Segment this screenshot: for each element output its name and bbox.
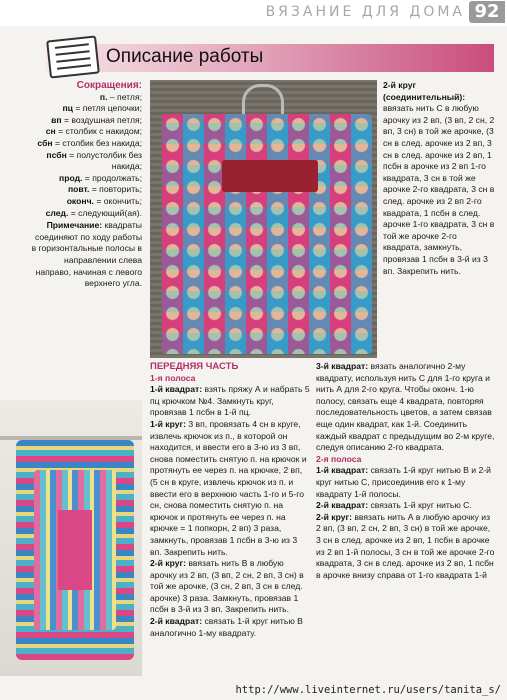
abbr-item: вп = воздушная петля;	[51, 114, 142, 125]
abbr-item: п. – петля;	[99, 91, 142, 102]
page-number: 92	[469, 1, 505, 23]
right-bottom-column	[316, 361, 496, 581]
abbr-note: Примечание: квадраты соединяют по ходу работы в горизонтальные полосы в направлении слева направо, начиная с левого верхнего угла.	[31, 220, 142, 289]
abbr-item: сн = столбик с накидом;	[45, 126, 142, 137]
abbreviations-heading: Сокращения:	[76, 80, 142, 91]
strip2-square-1-text: 1-й квадрат: связать 1-й круг нитью В и 2-й круг нитью С, присоединив его к 1-му квадрату 1-й полосы.	[316, 465, 491, 499]
bag-opening	[222, 160, 318, 192]
bag-photo-back	[0, 400, 142, 676]
abbr-item: сбн = столбик без накида;	[37, 137, 142, 148]
square-1-text: 1-й квадрат: взять пряжу А и набрать 5 пц крючком №4. Замкнуть круг, провязав 1 псбн в 1-й пц.	[150, 384, 310, 418]
abbr-item: оконч. = окончить;	[66, 195, 142, 206]
front-part-heading: ПЕРЕДНЯЯ ЧАСТЬ	[150, 361, 239, 372]
front-part-column	[150, 361, 310, 639]
strip2-round-2-text: 2-й круг: ввязать нить А в любую арочку из 2 вп, (3 вп, 2 сн, 2 вп, 3 сн) в той же арочке, 3 сн в след. арочке из 2 вп, 1 псбн в арочке из 2 вп 1-й полосы, 3 сн в той же арочке 2-го квадрата, 3 сн в след. арочке из 2 вп, 1 псбн в арочке внизу справа от 1-го квадрата 1-й	[316, 511, 495, 580]
bag-photo-front	[150, 80, 377, 358]
round-2-text: 2-й круг: ввязать нить В в любую арочку из 2 вп, (3 вп, 2 сн, 2 вп, 3 сн) в той же арочке, (3 сн, 2 вп, 3 сн в след. арочке) 3 раза. Замкнуть, провязав 1 псбн в 3-й из 3 вп. Закрепить нить.	[150, 558, 304, 615]
abbr-item: пц = петля цепочки;	[62, 103, 142, 114]
source-url: http://www.liveinternet.ru/users/tanita_s/	[235, 684, 501, 696]
square-2-text: 2-й квадрат: связать 1-й круг нитью В аналогично 1-му квадрату.	[150, 616, 303, 638]
strip-2-heading: 2-я полоса	[316, 453, 362, 464]
strip2-square-2-text: 2-й квадрат: связать 1-й круг нитью С.	[316, 500, 472, 511]
section-title: Описание работы	[106, 46, 264, 67]
round-2-connecting-text: 2-й круг (соединительный): ввязать нить С в любую арочку из 2 вп, (3 вп, 2 сн, 2 вп, 3 сн) в той же арочке, (3 сн в след. арочке из 2 вп, 3 сн в след. арочке из 2 вп, 1 псбн в арочке из 2 вп 1-го квадрата, 3 сн в той же арочке 2-го квадрата, 3 сн в след. арочке из 2 вп 2-го квадрата, 1 псбн в след. арочке 1-го квадрата, 3 сн в той же арочке 2-го квадрата, замкнуть, провязав 1 псбн в 3-й из 3 вп. Закрепить нить.	[383, 80, 495, 276]
notebook-icon	[46, 35, 100, 78]
abbr-item: след. = следующий(ая).	[45, 207, 142, 218]
abbr-item: прод. = продолжать;	[59, 172, 142, 183]
strip-1-heading: 1-я полоса	[150, 372, 196, 383]
square-3-text: 3-й квадрат: вязать аналогично 2-му квадрату, используя нить С для 1-го круга и нить А для 2-го круга. Чтобы оконч. 1-ю полосу, связать еще 4 квадрата, повторяя последовательность цветов, а затем связав еще один квадрат, как 1-й. Соединить каждый квадрат с предыдущим во 2-м круге, следуя описанию 2-го квадрата.	[316, 361, 495, 453]
abbr-item: повт. = повторить;	[67, 184, 142, 195]
running-title: ВЯЗАНИЕ ДЛЯ ДОМА	[265, 4, 465, 20]
round-1-text: 1-й круг: 3 вп, провязать 4 сн в круге, извлечь крючок из п., в которой он находится, и ввести его в 3-ю из 3 вп, снова поместить снятую п. на крючок и протянуть ее через п. на крючке, 2 вп, (5 сн в круге, извлечь крючок из п. и ввести его в верхнюю часть 1-го и 5-го сн, снова поместить снятую п. на крючок и протянуть ее через п. на крючке = 1 попкорн, 2 вп) 3 раза, замкнуть, провязав 1 псбн в 3-ю из 3 вп. Закрепить нить.	[150, 418, 307, 557]
crochet-bag	[162, 114, 372, 354]
abbr-item: псбн = полустолбик без накида;	[46, 149, 142, 172]
abbreviations-block	[30, 80, 142, 290]
right-top-column	[383, 80, 495, 277]
